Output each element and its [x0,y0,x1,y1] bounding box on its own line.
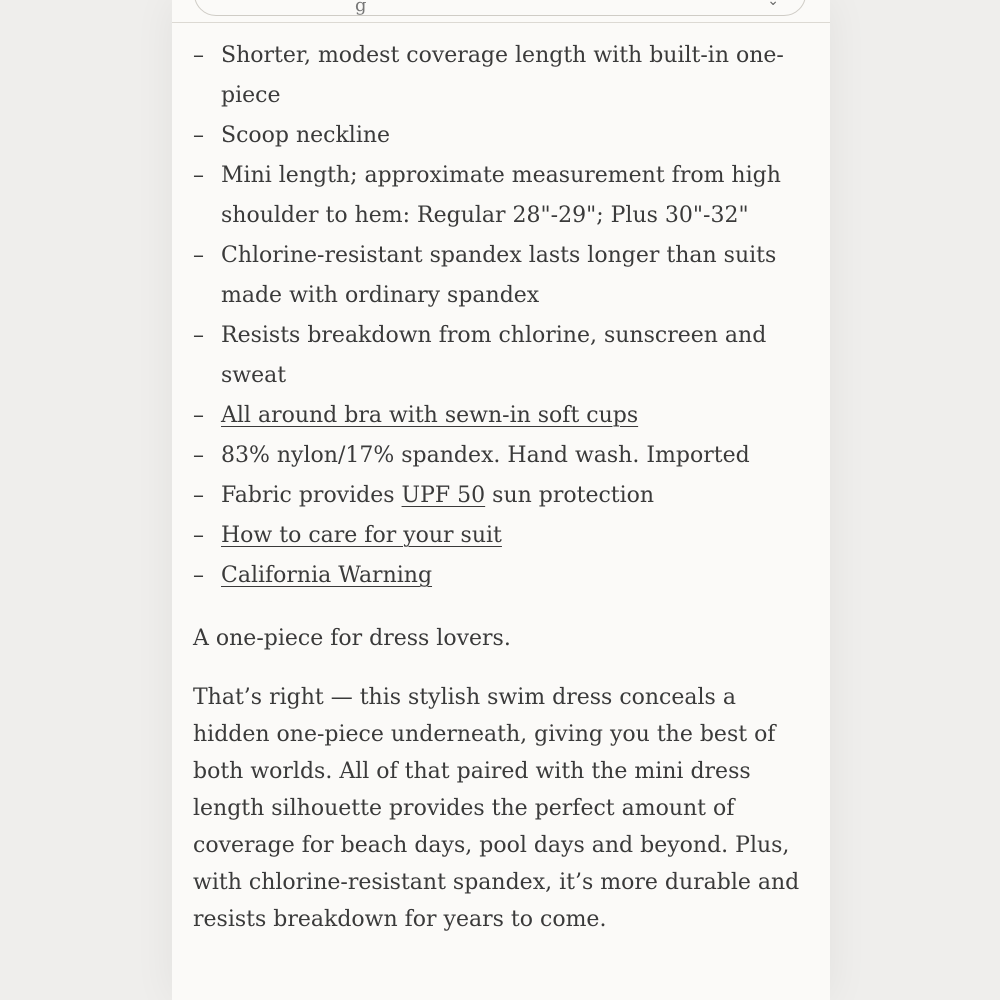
feature-item [193,36,805,116]
feature-item [193,236,805,316]
bullet-dash: – [193,323,204,348]
feature-item [193,316,805,396]
feature-item [193,156,805,236]
feature-text: Shorter, modest coverage length with built-in one-piece [221,43,784,108]
feature-link[interactable]: UPF 50 [401,483,486,508]
product-details-panel [172,0,830,1000]
feature-text: Resists breakdown from chlorine, sunscreen and sweat [221,323,767,388]
feature-text: Fabric provides [221,483,402,508]
feature-text: Chlorine-resistant spandex lasts longer than suits made with ordinary spandex [221,243,777,308]
feature-item [193,116,805,156]
feature-text: Mini length; approximate measurement from high shoulder to hem: Regular 28"-29"; Plus 30"-32" [221,163,781,228]
bullet-dash: – [193,443,204,468]
product-description [193,36,805,938]
search-input-text: g [355,0,367,16]
feature-item [193,436,805,476]
feature-list [193,36,805,596]
bullet-dash: – [193,563,204,588]
feature-item [193,396,805,436]
feature-item [193,556,805,596]
description-paragraph: That’s right — this stylish swim dress conceals a hidden one-piece underneath, giving you the best of both worlds. All of that paired with the mini dress length silhouette provides the perfect amount of coverage for beach days, pool days and beyond. Plus, with chlorine-resistant spandex, it’s more durable and resists breakdown for years to come. [193,685,800,932]
bullet-dash: – [193,43,204,68]
tagline: A one-piece for dress lovers. [193,626,511,651]
feature-link[interactable]: California Warning [221,563,433,588]
feature-link[interactable]: All around bra with sewn-in soft cups [221,403,639,428]
feature-link[interactable]: How to care for your suit [221,523,502,548]
bullet-dash: – [193,523,204,548]
bullet-dash: – [193,403,204,428]
feature-item [193,476,805,516]
bullet-dash: – [193,163,204,188]
feature-text: sun protection [485,483,655,508]
feature-text: 83% nylon/17% spandex. Hand wash. Imported [221,443,750,468]
bullet-dash: – [193,123,204,148]
feature-item [193,516,805,556]
bullet-dash: – [193,483,204,508]
bullet-dash: – [193,243,204,268]
header-divider [172,22,830,23]
feature-text: Scoop neckline [221,123,391,148]
chevron-icon[interactable]: ⌄ [767,0,779,9]
search-input[interactable] [194,0,806,16]
